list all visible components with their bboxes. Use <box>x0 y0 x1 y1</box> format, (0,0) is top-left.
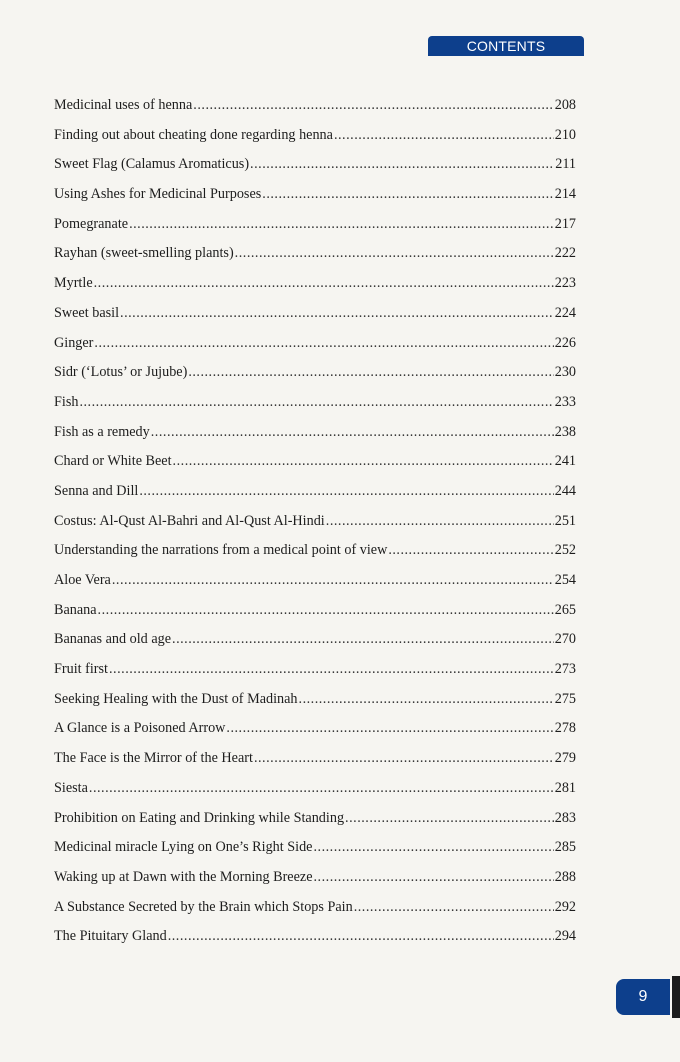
toc-entry-title: Siesta <box>54 779 88 796</box>
toc-entry-page: 265 <box>554 601 576 618</box>
toc-entry[interactable] <box>54 837 576 867</box>
toc-entry[interactable] <box>54 511 576 541</box>
section-header-label: CONTENTS <box>466 38 546 54</box>
dot-leader <box>94 273 554 293</box>
toc-entry-title: Fish <box>54 393 79 410</box>
toc-entry-page: 214 <box>554 186 576 203</box>
toc-entry-page: 233 <box>554 393 576 410</box>
dot-leader <box>254 748 554 768</box>
dot-leader <box>151 422 554 442</box>
dot-leader <box>79 392 553 412</box>
toc-entry-page: 281 <box>554 779 576 796</box>
toc-entry-page: 238 <box>554 423 576 440</box>
toc-entry[interactable] <box>54 659 576 689</box>
dot-leader <box>314 867 554 887</box>
dot-leader <box>326 511 554 531</box>
toc-entry-title: Sidr (‘Lotus’ or Jujube) <box>54 364 188 381</box>
toc-entry-page: 252 <box>554 542 576 559</box>
toc-entry[interactable] <box>54 689 576 719</box>
toc-entry-title: Banana <box>54 601 97 618</box>
toc-entry-title: Waking up at Dawn with the Morning Breeze <box>54 868 313 885</box>
toc-entry-page: 294 <box>554 928 576 945</box>
toc-entry-page: 210 <box>554 126 576 143</box>
toc-entry-page: 223 <box>554 275 576 292</box>
toc-entry-page: 292 <box>554 898 576 915</box>
toc-entry-page: 224 <box>554 304 576 321</box>
toc-entry-title: Using Ashes for Medicinal Purposes <box>54 186 262 203</box>
page-number-badge <box>616 979 670 1015</box>
section-header-tab <box>428 36 584 56</box>
toc-entry[interactable] <box>54 362 576 392</box>
toc-entry-page: 241 <box>554 453 576 470</box>
toc-entry[interactable] <box>54 184 576 214</box>
dot-leader <box>188 362 553 382</box>
toc-entry-page: 254 <box>554 572 576 588</box>
toc-entry-page: 273 <box>554 661 576 678</box>
toc-entry[interactable] <box>54 481 576 511</box>
toc-entry-title: Costus: Al-Qust Al-Bahri and Al-Qust Al-Hindi <box>54 512 325 529</box>
toc-entry-title: Fruit first <box>54 661 108 678</box>
dot-leader <box>262 184 553 204</box>
header-divider <box>428 55 584 56</box>
page-number: 9 <box>638 988 648 1005</box>
toc-entry[interactable] <box>54 125 576 155</box>
toc-entry-title: Seeking Healing with the Dust of Madinah <box>54 690 298 707</box>
toc-entry-title: Medicinal miracle Lying on One’s Right Side <box>54 839 313 856</box>
toc-entry[interactable] <box>54 778 576 808</box>
table-of-contents <box>54 95 576 956</box>
dot-leader <box>173 451 554 471</box>
toc-entry-page: 226 <box>554 334 576 351</box>
toc-entry-title: The Face is the Mirror of the Heart <box>54 750 253 767</box>
toc-entry[interactable] <box>54 897 576 927</box>
toc-entry[interactable] <box>54 629 576 659</box>
toc-entry[interactable] <box>54 243 576 273</box>
toc-entry[interactable] <box>54 451 576 481</box>
dot-leader <box>235 243 554 263</box>
toc-entry-page: 230 <box>554 364 576 381</box>
toc-entry[interactable] <box>54 95 576 125</box>
toc-entry-title: Ginger <box>54 334 94 351</box>
toc-entry-page: 278 <box>554 720 576 737</box>
toc-entry-page: 217 <box>554 215 576 232</box>
toc-entry-title: Aloe Vera <box>54 572 111 588</box>
dot-leader <box>193 95 553 115</box>
dot-leader <box>354 897 554 917</box>
toc-entry[interactable] <box>54 214 576 244</box>
dot-leader <box>139 481 553 501</box>
dot-leader <box>120 303 554 323</box>
toc-entry-title: Rayhan (sweet-smelling plants) <box>54 245 234 262</box>
toc-entry[interactable] <box>54 273 576 303</box>
page-edge-strip <box>672 976 680 1018</box>
dot-leader <box>388 540 553 560</box>
toc-entry-title: Medicinal uses of henna <box>54 97 193 113</box>
toc-entry-title: Sweet Flag (Calamus Aromaticus) <box>54 156 250 173</box>
toc-entry-page: 270 <box>554 631 576 648</box>
toc-entry-title: Fish as a remedy <box>54 423 150 440</box>
dot-leader <box>299 689 554 709</box>
toc-entry-page: 279 <box>554 750 576 767</box>
toc-entry[interactable] <box>54 540 576 570</box>
dot-leader <box>172 629 554 649</box>
toc-entry-title: A Glance is a Poisoned Arrow <box>54 720 226 737</box>
toc-entry[interactable] <box>54 333 576 363</box>
toc-entry-title: Pomegranate <box>54 215 129 232</box>
toc-entry-title: Prohibition on Eating and Drinking while Standing <box>54 809 345 826</box>
dot-leader <box>345 808 554 828</box>
toc-entry[interactable] <box>54 570 576 600</box>
toc-entry-title: Chard or White Beet <box>54 453 172 470</box>
toc-entry-page: 251 <box>554 512 576 529</box>
toc-entry[interactable] <box>54 748 576 778</box>
dot-leader <box>109 659 554 679</box>
toc-entry[interactable] <box>54 867 576 897</box>
toc-entry-page: 283 <box>554 809 576 826</box>
dot-leader <box>334 125 554 145</box>
dot-leader <box>112 570 554 590</box>
toc-entry-title: Senna and Dill <box>54 482 139 499</box>
dot-leader <box>89 778 554 798</box>
toc-entry-title: Bananas and old age <box>54 631 172 648</box>
toc-entry[interactable] <box>54 422 576 452</box>
toc-entry-page: 285 <box>554 839 576 856</box>
dot-leader <box>168 926 554 946</box>
dot-leader <box>129 214 554 234</box>
dot-leader <box>313 837 553 857</box>
toc-entry-page: 222 <box>554 245 576 262</box>
toc-entry-title: Understanding the narrations from a medical point of view <box>54 542 388 559</box>
toc-entry-page: 208 <box>554 97 576 113</box>
toc-entry-title: A Substance Secreted by the Brain which Stops Pain <box>54 898 353 915</box>
toc-entry[interactable] <box>54 600 576 630</box>
toc-entry-title: Finding out about cheating done regarding henna <box>54 126 333 143</box>
toc-entry[interactable] <box>54 808 576 838</box>
toc-entry[interactable] <box>54 303 576 333</box>
toc-entry[interactable] <box>54 718 576 748</box>
toc-entry[interactable] <box>54 392 576 422</box>
toc-entry[interactable] <box>54 926 576 956</box>
toc-entry-page: 211 <box>555 156 576 173</box>
toc-entry-title: Myrtle <box>54 275 93 292</box>
dot-leader <box>94 333 553 353</box>
dot-leader <box>250 154 554 174</box>
toc-entry-title: Sweet basil <box>54 304 120 321</box>
dot-leader <box>98 600 554 620</box>
dot-leader <box>226 718 553 738</box>
toc-entry-page: 288 <box>554 868 576 885</box>
toc-entry[interactable] <box>54 154 576 184</box>
toc-entry-page: 275 <box>554 690 576 707</box>
toc-entry-page: 244 <box>554 482 576 499</box>
toc-entry-title: The Pituitary Gland <box>54 928 167 945</box>
